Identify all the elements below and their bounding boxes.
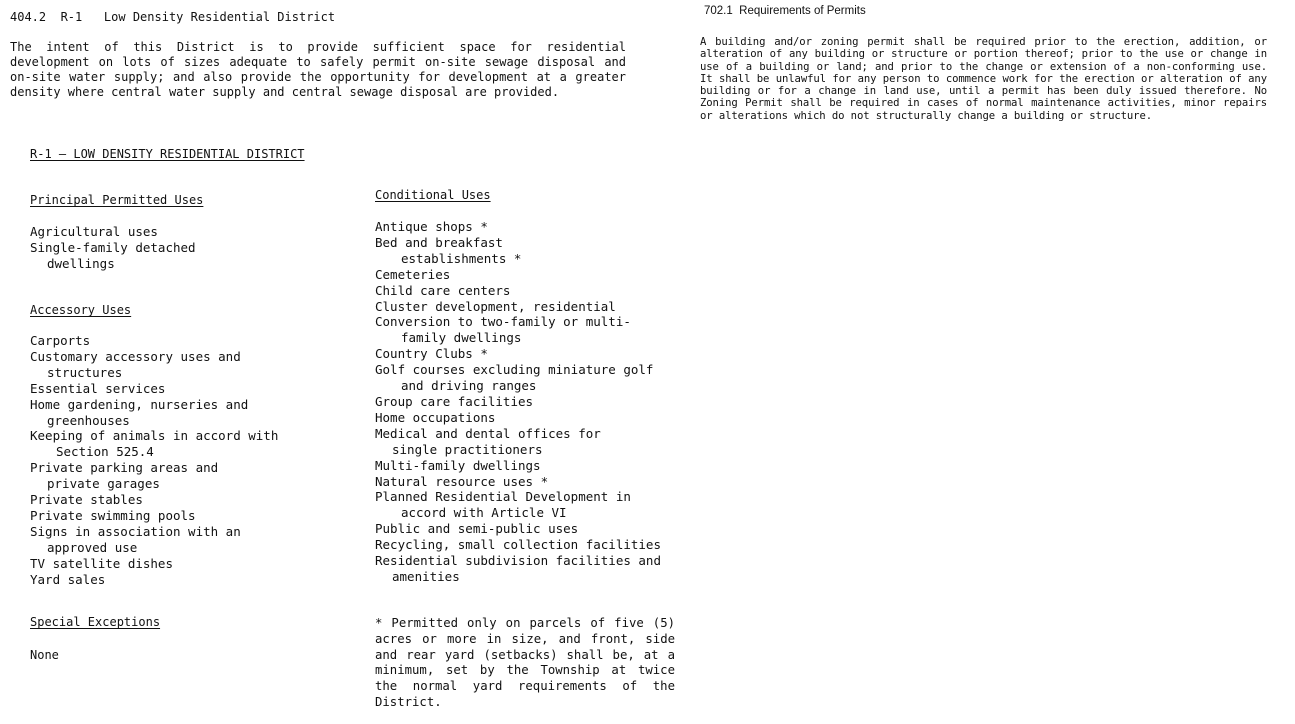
- list-item: Planned Residential Development in: [375, 489, 631, 505]
- list-item: TV satellite dishes: [30, 555, 173, 571]
- list-item: Recycling, small collection facilities: [375, 537, 661, 553]
- conditional-uses-heading: Conditional Uses: [375, 188, 491, 202]
- list-item: establishments *: [401, 250, 522, 266]
- list-item: Essential services: [30, 380, 166, 396]
- list-item: Medical and dental offices for: [375, 425, 601, 441]
- list-item: Signs in association with an: [30, 523, 241, 539]
- list-item: private garages: [47, 476, 160, 492]
- list-item: Residential subdivision facilities and: [375, 553, 661, 569]
- list-item: greenhouses: [47, 412, 130, 428]
- list-item: Home gardening, nurseries and: [30, 396, 249, 412]
- section-heading-404-2: 404.2 R-1 Low Density Residential District: [10, 10, 336, 24]
- list-item: Conversion to two-family or multi-: [375, 314, 631, 330]
- list-item: Group care facilities: [375, 393, 534, 409]
- conditional-uses-list: [375, 219, 680, 585]
- list-item: Bed and breakfast: [375, 234, 503, 250]
- list-item: Agricultural uses: [30, 224, 158, 239]
- list-item: accord with Article VI: [401, 505, 567, 521]
- accessory-uses-heading: Accessory Uses: [30, 303, 132, 317]
- permits-paragraph: A building and/or zoning permit shall be required prior to the erection, addition, or alteration of any building or structure or portion thereof; prior to the use or change in use of a building or land; and prior to the change or extension of a non-conforming use. It shall be unlawful for any person to commence work for the erection or alteration of any building or for a change in land use, until a permit has been duly issued therefore. No Zoning Permit shall be required in cases of normal maintenance activities, minor repairs or alterations which do not structurally change a building or structure.: [700, 36, 1267, 122]
- intent-paragraph: The intent of this District is to provide sufficient space for residential development on lots of sizes adequate to safely permit on-site sewage disposal and on-site water supply; and also provide the opportunity for development at a greater density where central water supply and central sewage disposal are provided.: [10, 40, 626, 99]
- footnote: * Permitted only on parcels of five (5) acres or more in size, and front, side and rear yard (setbacks) shall be, at a minimum, set by the Township at twice the normal yard requirements of the District.: [375, 616, 675, 709]
- list-item: Yard sales: [30, 571, 106, 587]
- list-item: structures: [47, 364, 123, 380]
- list-item: Cemeteries: [375, 266, 451, 282]
- table-title: R-1 – LOW DENSITY RESIDENTIAL DISTRICT: [30, 147, 305, 161]
- list-item: dwellings: [47, 255, 115, 271]
- section-heading-702-1: 702.1 Requirements of Permits: [704, 5, 866, 17]
- list-item: Carports: [30, 333, 91, 348]
- list-item: single practitioners: [392, 441, 543, 457]
- list-item: Child care centers: [375, 282, 511, 298]
- accessory-uses-list: [30, 333, 278, 588]
- list-item: Keeping of animals in accord with: [30, 428, 279, 444]
- special-exceptions-heading: Special Exceptions: [30, 615, 161, 629]
- list-item: Private stables: [30, 492, 143, 508]
- list-item: Single-family detached: [30, 239, 196, 255]
- list-item: Section 525.4: [56, 444, 154, 460]
- list-item: Antique shops *: [375, 219, 488, 234]
- list-item: family dwellings: [401, 330, 522, 346]
- list-item: Multi-family dwellings: [375, 457, 541, 473]
- special-exceptions-value: None: [30, 648, 59, 662]
- list-item: Private swimming pools: [30, 507, 196, 523]
- list-item: Natural resource uses *: [375, 473, 549, 489]
- list-item: Golf courses excluding miniature golf: [375, 362, 654, 378]
- principal-uses-heading: Principal Permitted Uses: [30, 193, 204, 207]
- list-item: Customary accessory uses and: [30, 348, 241, 364]
- list-item: and driving ranges: [401, 378, 537, 394]
- list-item: approved use: [47, 539, 138, 555]
- list-item: Public and semi-public uses: [375, 521, 579, 537]
- principal-uses-list: [30, 224, 196, 272]
- list-item: amenities: [392, 568, 460, 584]
- list-item: Home occupations: [375, 409, 496, 425]
- list-item: Private parking areas and: [30, 460, 219, 476]
- list-item: Country Clubs *: [375, 346, 488, 362]
- list-item: Cluster development, residential: [375, 298, 616, 314]
